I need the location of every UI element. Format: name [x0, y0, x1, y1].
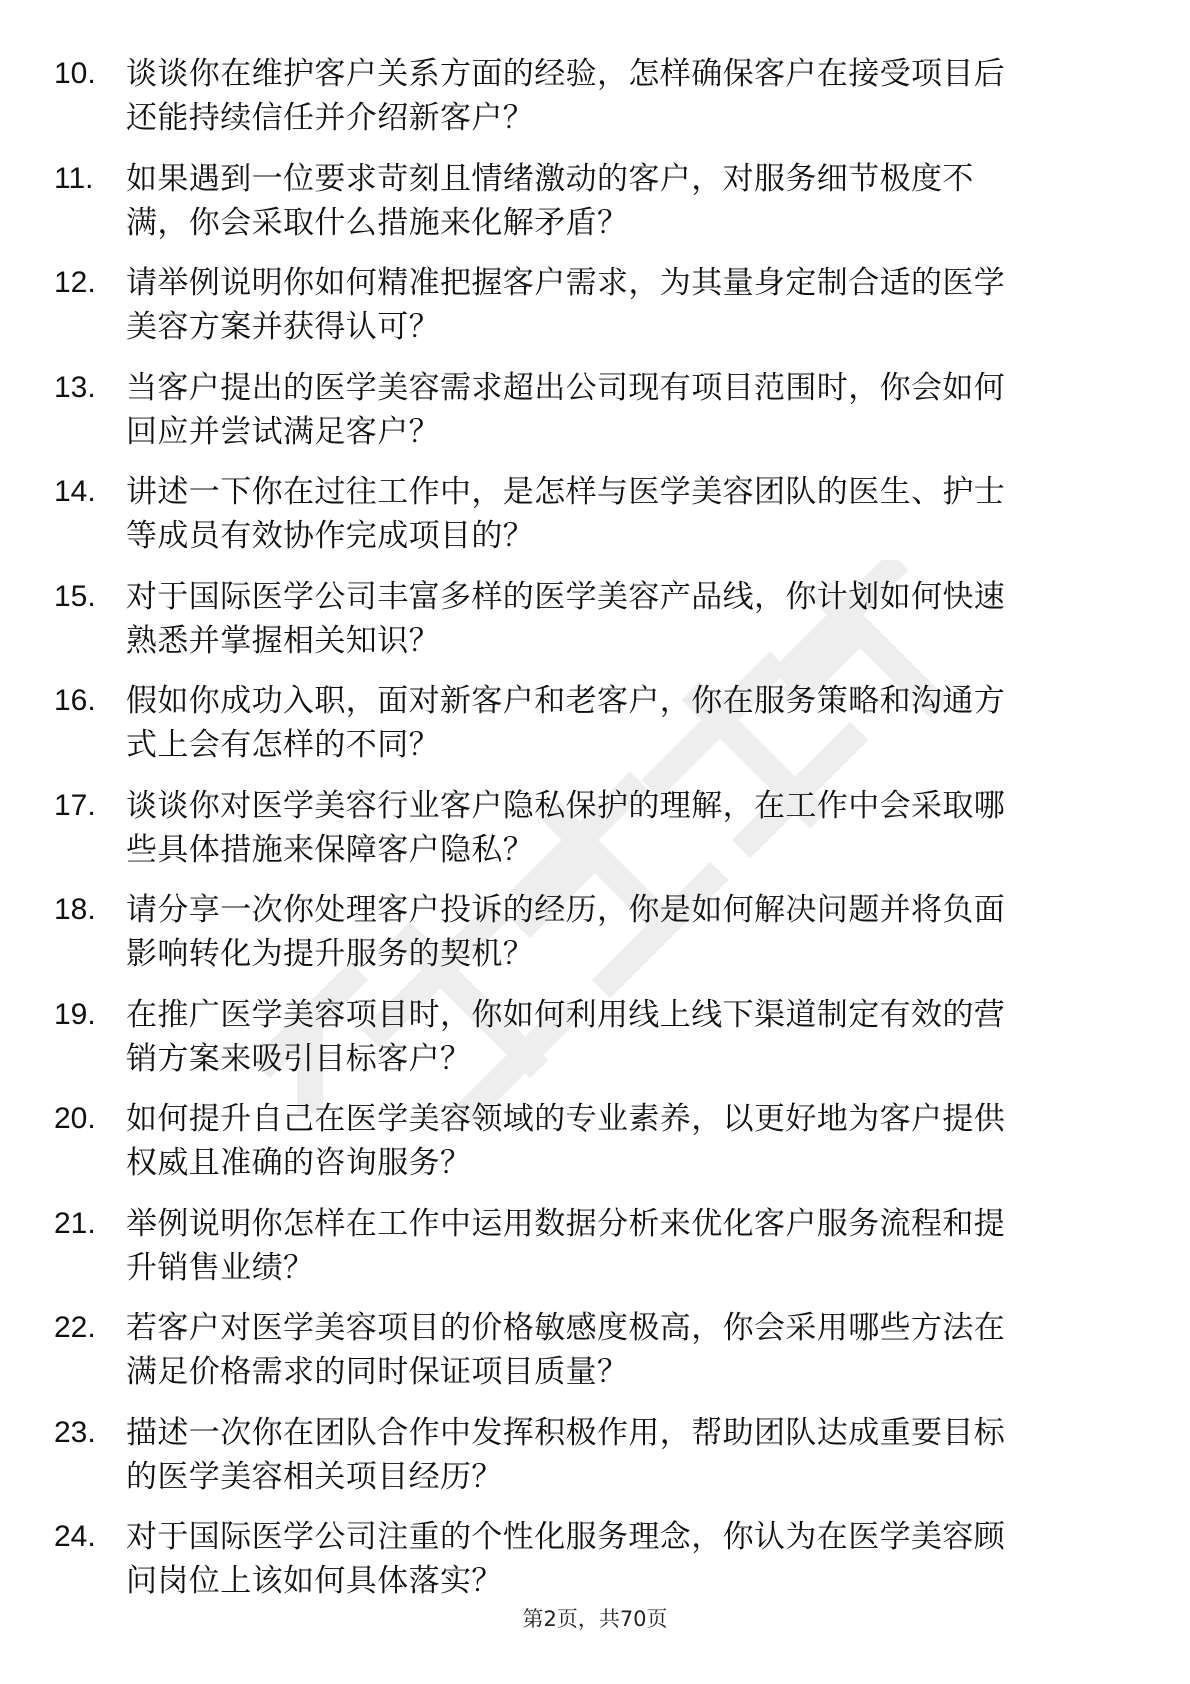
question-text: 讲述一下你在过往工作中，是怎样与医学美容团队的医生、护士 等成员有效协作完成项目的？ [126, 474, 1006, 554]
question-text: 对于国际医学公司注重的个性化服务理念，你认为在医学美容顾 问岗位上该如何具体落实？ [126, 1519, 1006, 1599]
question-item [0, 52, 1190, 157]
question-item [0, 993, 1190, 1098]
question-number: 23. [54, 1415, 96, 1449]
question-number: 12. [54, 266, 96, 299]
question-text: 如何提升自己在医学美容领域的专业素养，以更好地为客户提供 权威且准确的咨询服务？ [126, 1101, 1006, 1181]
question-number: 24. [54, 1520, 96, 1553]
question-text: 谈谈你在维护客户关系方面的经验，怎样确保客户在接受项目后 还能持续信任并介绍新客户？ [126, 56, 1006, 136]
question-number: 18. [54, 893, 96, 926]
question-text: 若客户对医学美容项目的价格敏感度极高，你会采用哪些方法在 满足价格需求的同时保证项目质量？ [126, 1310, 1006, 1390]
question-text: 请举例说明你如何精准把握客户需求，为其量身定制合适的医学 美容方案并获得认可？ [126, 265, 1006, 345]
question-text: 举例说明你怎样在工作中运用数据分析来优化客户服务流程和提 升销售业绩？ [126, 1205, 1006, 1286]
question-item [0, 888, 1190, 993]
question-number: 11. [54, 161, 94, 195]
question-number: 13. [54, 370, 96, 404]
question-item [0, 575, 1190, 680]
question-number: 14. [54, 475, 96, 508]
question-item [0, 679, 1190, 784]
question-item [0, 261, 1190, 366]
question-number: 22. [54, 1311, 96, 1344]
question-number: 19. [54, 997, 96, 1031]
question-item [0, 470, 1190, 575]
question-text: 谈谈你对医学美容行业客户隐私保护的理解，在工作中会采取哪 些具体措施来保障客户隐私？ [126, 787, 1006, 868]
question-text: 请分享一次你处理客户投诉的经历，你是如何解决问题并将负面 影响转化为提升服务的契机？ [126, 892, 1006, 972]
question-number: 16. [54, 684, 96, 717]
question-list [0, 52, 1190, 1620]
question-item [0, 1202, 1190, 1307]
question-text: 对于国际医学公司丰富多样的医学美容产品线，你计划如何快速 熟悉并掌握相关知识？ [126, 578, 1006, 659]
question-item [0, 157, 1190, 262]
question-text: 假如你成功入职，面对新客户和老客户，你在服务策略和沟通方 式上会有怎样的不同？ [126, 683, 1006, 763]
question-number: 15. [54, 579, 96, 613]
question-number: 21. [54, 1206, 96, 1240]
question-item [0, 784, 1190, 889]
question-item [0, 366, 1190, 471]
question-number: 17. [54, 788, 96, 822]
page-footer: 第2页，共70页 [522, 1607, 668, 1631]
question-text: 如果遇到一位要求苛刻且情绪激动的客户，对服务细节极度不 满，你会采取什么措施来化解矛盾？ [126, 160, 974, 241]
question-item [0, 1411, 1190, 1516]
question-item [0, 1097, 1190, 1202]
question-text: 当客户提出的医学美容需求超出公司现有项目范围时，你会如何 回应并尝试满足客户？ [126, 369, 1006, 450]
question-number: 20. [54, 1102, 96, 1135]
question-text: 描述一次你在团队合作中发挥积极作用，帮助团队达成重要目标 的医学美容相关项目经历？ [126, 1414, 1006, 1495]
question-number: 10. [54, 57, 96, 90]
question-text: 在推广医学美容项目时，你如何利用线上线下渠道制定有效的营 销方案来吸引目标客户？ [126, 996, 1006, 1077]
question-item [0, 1306, 1190, 1411]
